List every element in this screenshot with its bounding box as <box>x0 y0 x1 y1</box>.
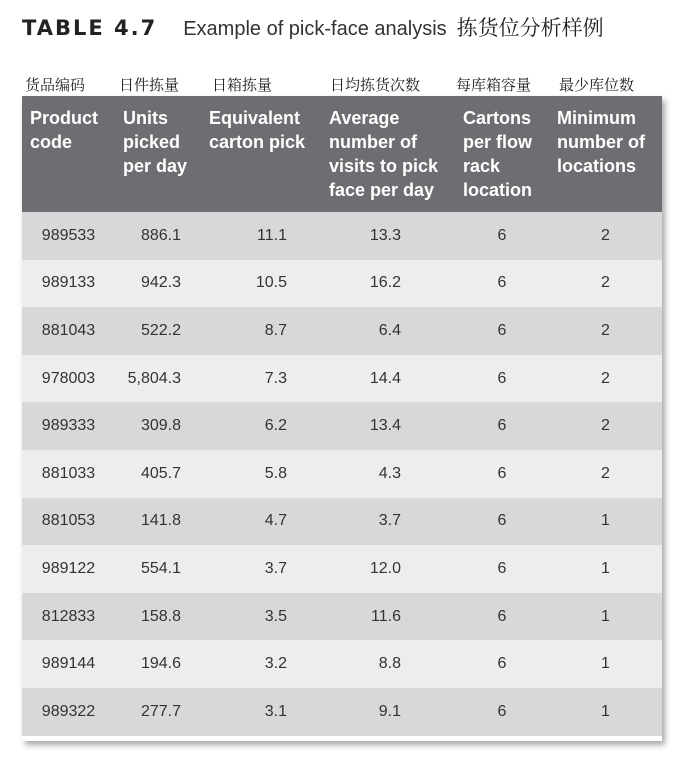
cell-min-locations: 1 <box>549 545 662 593</box>
cell-product-code: 989533 <box>22 212 115 260</box>
cell-units-picked: 158.8 <box>115 593 201 641</box>
cell-carton-pick: 7.3 <box>201 355 321 403</box>
cell-min-locations: 2 <box>549 450 662 498</box>
table-row <box>22 593 662 641</box>
cell-cartons-per-location: 6 <box>455 355 549 403</box>
cell-carton-pick: 3.7 <box>201 545 321 593</box>
table-row <box>22 307 662 355</box>
table-row <box>22 355 662 403</box>
cell-min-locations: 2 <box>549 355 662 403</box>
header-minimum-locations: Minimum number of locations <box>549 96 662 212</box>
cell-visits: 16.2 <box>321 260 455 308</box>
chinese-column-headers <box>22 74 662 96</box>
cell-min-locations: 1 <box>549 593 662 641</box>
cn-header-product-code: 货品编码 <box>25 76 86 94</box>
cell-min-locations: 1 <box>549 640 662 688</box>
cell-visits: 14.4 <box>321 355 455 403</box>
cell-units-picked: 522.2 <box>115 307 201 355</box>
cell-min-locations: 2 <box>549 402 662 450</box>
cell-carton-pick: 5.8 <box>201 450 321 498</box>
table-row <box>22 402 662 450</box>
cell-min-locations: 2 <box>549 212 662 260</box>
cell-units-picked: 309.8 <box>115 402 201 450</box>
cell-carton-pick: 3.2 <box>201 640 321 688</box>
header-equivalent-carton-pick: Equivalent carton pick <box>201 96 321 212</box>
cell-units-picked: 554.1 <box>115 545 201 593</box>
cn-header-visits: 日均拣货次数 <box>330 76 421 94</box>
cell-cartons-per-location: 6 <box>455 498 549 546</box>
cn-header-cartons-per-location: 每库箱容量 <box>456 76 532 94</box>
cell-carton-pick: 10.5 <box>201 260 321 308</box>
table-row <box>22 450 662 498</box>
cell-units-picked: 194.6 <box>115 640 201 688</box>
cn-header-min-locations: 最少库位数 <box>559 76 635 94</box>
cell-product-code: 812833 <box>22 593 115 641</box>
cell-visits: 13.4 <box>321 402 455 450</box>
cell-cartons-per-location: 6 <box>455 545 549 593</box>
cell-product-code: 978003 <box>22 355 115 403</box>
cell-visits: 9.1 <box>321 688 455 736</box>
cell-cartons-per-location: 6 <box>455 402 549 450</box>
cell-min-locations: 1 <box>549 688 662 736</box>
cell-visits: 6.4 <box>321 307 455 355</box>
cell-product-code: 989144 <box>22 640 115 688</box>
cell-units-picked: 277.7 <box>115 688 201 736</box>
table-row <box>22 260 662 308</box>
cell-carton-pick: 8.7 <box>201 307 321 355</box>
table-title <box>22 12 682 48</box>
cell-cartons-per-location: 6 <box>455 307 549 355</box>
header-row <box>22 96 662 212</box>
table-row <box>22 545 662 593</box>
cell-visits: 8.8 <box>321 640 455 688</box>
cell-product-code: 881043 <box>22 307 115 355</box>
cell-min-locations: 2 <box>549 260 662 308</box>
cell-units-picked: 405.7 <box>115 450 201 498</box>
header-units-picked: Units picked per day <box>115 96 201 212</box>
cell-cartons-per-location: 6 <box>455 688 549 736</box>
table-row <box>22 498 662 546</box>
cell-visits: 11.6 <box>321 593 455 641</box>
cell-carton-pick: 4.7 <box>201 498 321 546</box>
cell-cartons-per-location: 6 <box>455 212 549 260</box>
cn-header-carton-pick: 日箱拣量 <box>212 76 273 94</box>
cell-min-locations: 1 <box>549 498 662 546</box>
cell-visits: 4.3 <box>321 450 455 498</box>
cell-units-picked: 886.1 <box>115 212 201 260</box>
cell-product-code: 881033 <box>22 450 115 498</box>
cell-cartons-per-location: 6 <box>455 640 549 688</box>
pick-face-table <box>22 96 662 736</box>
table-row <box>22 212 662 260</box>
table-caption-chinese: 拣货位分析样例 <box>456 16 604 40</box>
cell-cartons-per-location: 6 <box>455 260 549 308</box>
header-product-code: Product code <box>22 96 115 212</box>
cell-visits: 13.3 <box>321 212 455 260</box>
cell-units-picked: 942.3 <box>115 260 201 308</box>
cell-min-locations: 2 <box>549 307 662 355</box>
cell-visits: 3.7 <box>321 498 455 546</box>
cell-product-code: 989333 <box>22 402 115 450</box>
cn-header-units-picked: 日件拣量 <box>119 76 180 94</box>
cell-units-picked: 141.8 <box>115 498 201 546</box>
cell-units-picked: 5,804.3 <box>115 355 201 403</box>
table-caption: Example of pick-face analysis <box>183 18 447 40</box>
table-number: TABLE 4.7 <box>22 16 158 40</box>
table-row <box>22 688 662 736</box>
cell-product-code: 881053 <box>22 498 115 546</box>
header-average-visits: Average number of visits to pick face per day <box>321 96 455 212</box>
cell-product-code: 989322 <box>22 688 115 736</box>
cell-visits: 12.0 <box>321 545 455 593</box>
cell-carton-pick: 11.1 <box>201 212 321 260</box>
cell-product-code: 989122 <box>22 545 115 593</box>
cell-cartons-per-location: 6 <box>455 593 549 641</box>
cell-carton-pick: 6.2 <box>201 402 321 450</box>
cell-carton-pick: 3.1 <box>201 688 321 736</box>
table-row <box>22 640 662 688</box>
cell-cartons-per-location: 6 <box>455 450 549 498</box>
header-cartons-per-location: Cartons per flow rack location <box>455 96 549 212</box>
cell-carton-pick: 3.5 <box>201 593 321 641</box>
cell-product-code: 989133 <box>22 260 115 308</box>
